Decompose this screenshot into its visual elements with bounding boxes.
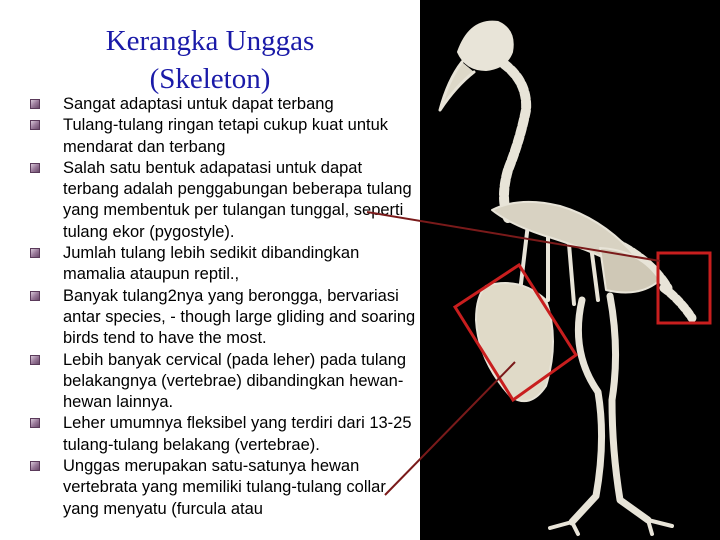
beak-shape <box>440 62 474 110</box>
bullet-text: Salah satu bentuk adapatasi untuk dapat terbang adalah penggabungan beberapa tulang yang membentuk per tulangan tunggal, seperti tulang ekor (pygostyle). <box>63 158 412 241</box>
bullet-text: Lebih banyak cervical (pada leher) pada tulang belakangnya (vertebrae) dibandingkan hewan-hewan lainnya. <box>63 350 407 412</box>
pelvis-shape <box>600 248 660 292</box>
title-line-2: (Skeleton) <box>149 63 271 95</box>
bullet-text: Banyak tulang2nya yang berongga, bervariasi antar species, - though large gliding and soaring birds tend to have the most. <box>63 286 416 348</box>
foot-toes <box>550 520 672 534</box>
bullet-text: Unggas merupakan satu-satunya hewan vertebrata yang memiliki tulang-tulang collar yang menyatu (furcula atau <box>63 457 386 518</box>
skeleton-bones <box>440 22 692 534</box>
leg-right <box>610 296 648 520</box>
bullet-text: Leher umumnya fleksibel yang terdiri dari 13-25 tulang-tulang belakang (vertebrae). <box>63 414 412 454</box>
title-line-1: Kerangka Unggas <box>105 25 315 57</box>
bullet-text: Sangat adaptasi untuk dapat terbang <box>63 95 334 113</box>
tail-vertebrae <box>664 288 692 318</box>
leg-left <box>572 300 602 522</box>
bullet-text: Tulang-tulang ringan tetapi cukup kuat untuk mendarat dan terbang <box>63 116 389 156</box>
furcula-pointer-line <box>385 362 515 495</box>
neck-vertebrae <box>504 64 526 218</box>
bullet-text: Jumlah tulang lebih sedikit dibandingkan mamalia ataupun reptil., <box>63 244 360 284</box>
